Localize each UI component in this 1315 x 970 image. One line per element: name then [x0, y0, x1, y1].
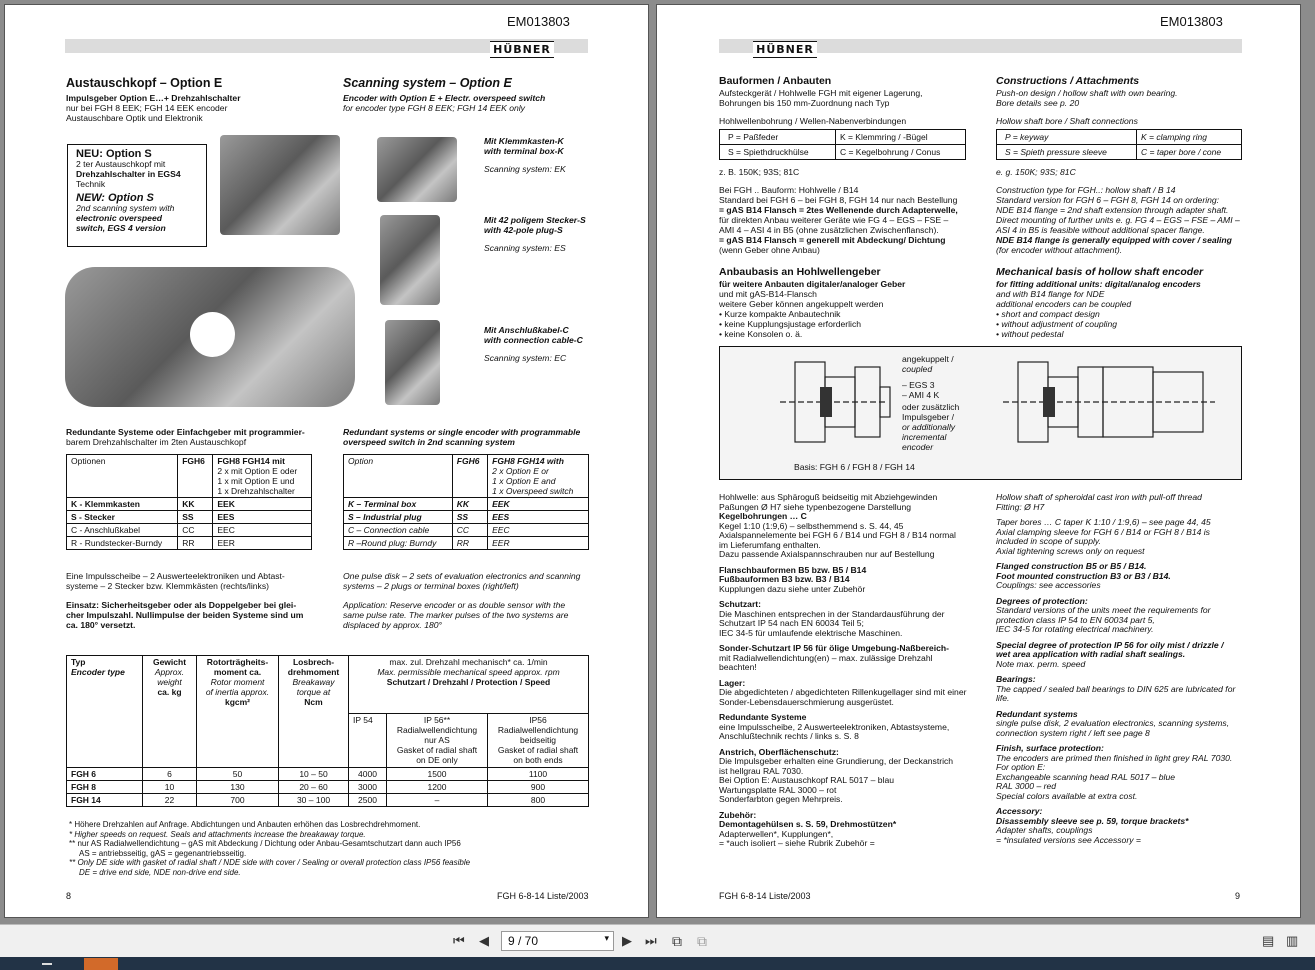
text-line: Fitting: Ø H7 — [996, 501, 1045, 512]
variant-s-photo — [380, 215, 440, 305]
mechanical-title: Mechanical basis of hollow shaft encoder — [996, 266, 1204, 278]
drawing-basis: Basis: FGH 6 / FGH 8 / FGH 14 — [794, 462, 915, 472]
bauformen-text: Aufsteckgerät / Hohlwelle FGH mit eigener Lagerung, Bohrungen bis 150 mm-Zuordnung nach Typ — [719, 88, 923, 108]
text-line: Lager: — [719, 677, 746, 688]
variant-k-photo — [377, 137, 457, 202]
text-line: Sonder-Schutzart IP 56 für ölige Umgebung-Naßbereich- — [719, 643, 949, 653]
bore-heading-en: Hollow shaft bore / Shaft connections — [996, 116, 1138, 126]
text-line: Flanged construction B5 or B5 / B14. — [996, 561, 1147, 571]
text-line: For option E: — [996, 762, 1046, 772]
variant-k: Mit Klemmkasten-K with terminal box-K Scanning system: EK — [484, 136, 566, 174]
constructions-title: Constructions / Attachments — [996, 75, 1140, 87]
bore-table-de: P = Paßfeder K = Klemmring / -Bügel S = Spiethdruckhülse C = Kegelbohrung / Conus — [719, 129, 966, 160]
anbaubasis-title: Anbaubasis an Hohlwellengeber — [719, 266, 881, 278]
variant-c: Mit Anschlußkabel-C with connection cable-C Scanning system: EC — [484, 325, 583, 363]
sub-en: Encoder with Option E + Electr. overspeed switch for encoder type FGH 8 EEK; FGH 14 EEK only — [343, 93, 546, 113]
text-line: Hollow shaft of spheroidal cast iron with pull-off thread — [996, 492, 1202, 502]
page-number-field[interactable]: 9 / 70 ▾ — [501, 931, 614, 951]
previous-page-button[interactable]: ◀ — [479, 933, 489, 948]
variant-s: Mit 42 poligem Stecker-S with 42-pole plug-S Scanning system: ES — [484, 215, 586, 253]
use-en: Application: Reserve encoder or as double sensor with the same pulse rate. The marker pulses of the two systems are displaced by approx. 180° — [343, 600, 569, 630]
example-de: z. B. 150K; 93S; 81C — [719, 167, 800, 177]
text-line: Redundante Systeme — [719, 712, 807, 722]
anbaubasis-text: für weitere Anbauten digitaler/analoger Geber und mit gAS-B14-Flansch weitere Geber können angekuppelt werden • Kurze kompakte Anbautechnik • keine Kupplungsjustage erforderlich • keine Konsolen o. ä. — [719, 279, 906, 339]
pulse-en: One pulse disk – 2 sets of evaluation electronics and scanning systems – 2 plugs or terminal boxes (right/left) — [343, 571, 581, 591]
text-line: Demontagehülsen s. S. 59, Drehmostützen* — [719, 819, 897, 829]
properties-de — [719, 493, 994, 849]
properties-en — [996, 493, 1246, 845]
text-line: Paßungen Ø H7 siehe typenbezogene Darstellung — [719, 501, 912, 512]
text-line: ist hellgrau RAL 7030. — [719, 765, 804, 776]
encoder-photo — [65, 267, 355, 407]
doc-id: EM013803 — [1160, 14, 1223, 29]
text-line: Exchangeable scanning head RAL 5017 – blue — [996, 771, 1176, 782]
text-line: Accessory: — [996, 806, 1043, 816]
redundant-en: Redundant systems or single encoder with programmable overspeed switch in 2nd scanning system — [343, 427, 581, 447]
text-line: Axial clamping sleeve for FGH 6 / B14 or FGH 8 / B14 is — [996, 526, 1210, 537]
text-line: Flanschbauformen B5 bzw. B5 / B14 — [719, 564, 867, 575]
footnotes: * Höhere Drehzahlen auf Anfrage. Abdichtungen und Anbauten erhöhen das Losbrechdrehmoment. * Higher speeds on request. Seals and attachments increase the breakaway torque. ** nur AS Radialwellendichtung – gAS mit Abdeckung / Dichtung oder Anbau-Gesamtschutzart dann auch IP56 AS = antriebsseitig, gAS = gegenantriebsseitig. ** Only DE side with gasket of radial shaft / NDE side with cover / Sealing or overall protection class IP56 feasible DE = drive end side, NDE non-drive end side. — [69, 820, 471, 877]
text-line: Special degree of protection IP 56 for oily mist / drizzle / — [996, 639, 1224, 650]
viewer-toolbar — [0, 924, 1315, 957]
text-line: Anstrich, Oberflächenschutz: — [719, 746, 839, 757]
text-line: Hohlwelle: aus Sphäroguß beidseitig mit Abziehgewinden — [719, 492, 938, 502]
text-line: The capped / sealed ball bearings to DIN 625 are lubricated for — [996, 683, 1236, 694]
text-line: Special colors available at extra cost. — [996, 790, 1138, 801]
title-en: Scanning system – Option E — [343, 76, 512, 90]
text-line: Wartungsplatte RAL 3000 – rot — [719, 784, 837, 795]
single-page-view-icon[interactable]: ▤ — [1262, 933, 1275, 948]
text-line: life. — [996, 693, 1010, 703]
next-page-button[interactable]: ▶ — [622, 933, 632, 948]
hubner-logo: HÜBNER — [490, 41, 554, 58]
text-line: Dazu passende Axialspannschrauben nur auf Bestellung — [719, 549, 935, 559]
doc-id: EM013803 — [507, 14, 570, 29]
new-option-box: NEU: Option S 2 ter Austauschkopf mit Drehzahlschalter in EGS4 Technik NEW: Option S 2nd scanning system with electronic overspeed switch, EGS 4 version — [67, 144, 207, 247]
text-line: Schutzart: — [719, 599, 762, 609]
text-line: Kegelbohrungen … C — [719, 511, 807, 521]
bore-table-en: P = keyway K = clamping ring S = Spieth pressure sleeve C = taper bore / cone — [996, 129, 1242, 160]
spec-table: Typ Encoder type Gewicht Approx. weight ca. kg Rotorträgheits- moment ca. Rotor moment of inertia approx. kgcm² Losbrech- drehmoment Breakaway torque at Ncm max. zul. Drehzahl mechanisch* ca. 1/min Max. permissible mechanical speed approx. rpm Schutzart / Drehzahl / Protection / Speed IP 54 IP 56** Radialwellendichtung nur AS Gasket of radial shaft on DE only IP56 Radialwellendichtung beidseitig Gasket of radial shaft on both ends FGH 6 6 50 10 – 50 4000 1500 1100 FGH 8 10 130 20 – 60 3000 1200 900 FGH 14 22 700 30 – 100 2500 – 800 — [66, 655, 589, 807]
text-line: beachten! — [719, 662, 757, 672]
first-page-button[interactable]: ⏮ — [453, 933, 465, 948]
redundant-de: Redundante Systeme oder Einfachgeber mit programmier- barem Drehzahlschalter im 2ten Austauschkopf — [66, 427, 305, 447]
text-line: Finish, surface protection: — [996, 743, 1104, 753]
bore-heading-de: Hohlwellenbohrung / Wellen-Nabenverbindungen — [719, 116, 907, 126]
text-line: = *insulated versions see Accessory = — [996, 834, 1141, 845]
text-line: included in scope of supply. — [996, 536, 1101, 546]
text-line: Schutzart IP 54 nach EN 60034 Teil 5; — [719, 618, 864, 628]
scanning-head-photo — [220, 135, 340, 235]
text-line: mit Radialwellendichtung(en) – max. zulässige Drehzahl — [719, 652, 933, 663]
text-line: Redundant systems — [996, 708, 1078, 719]
right-page — [656, 4, 1301, 918]
text-line: Kupplungen dazu siehe unter Zubehör — [719, 583, 866, 594]
text-line: Die Maschinen entsprechen in der Standardausführung der — [719, 608, 945, 619]
last-page-button[interactable]: ⏭ — [645, 933, 657, 948]
options-table-de: Optionen FGH6 FGH8 FGH14 mit 2 x mit Option E oder 1 x mit Option E und 1 x Drehzahlschalter K - Klemmkasten KK EEK S - Stecker SS EES C - Anschlußkabel CC EEC R - Rundstecker-Burndy RR EER — [66, 454, 312, 550]
variant-c-photo — [385, 320, 440, 405]
footer: FGH 6-8-14 Liste/2003 — [497, 891, 589, 901]
text-line: Axial tightening screws only on request — [996, 545, 1145, 556]
text-line: The encoders are primed then finished in light grey RAL 7030. — [996, 752, 1233, 763]
text-line: eine Impulsscheibe, 2 Auswerteelektroniken, Abtastsysteme, — [719, 721, 950, 732]
text-line: Axialspannelemente bei FGH 6 / B14 und FGH 8 / B14 normal — [719, 530, 956, 540]
text-line: connection system right / left see page 8 — [996, 727, 1150, 738]
text-line: Taper bores … C taper K 1:10 / 1:9,6) – see page 44, 45 — [996, 517, 1211, 527]
text-line: RAL 3000 – red — [996, 781, 1057, 791]
text-line: IEC 34-5 for rotating electrical machinery. — [996, 624, 1154, 634]
text-line: Note max. perm. speed — [996, 658, 1086, 669]
constructions-text: Push-on design / hollow shaft with own bearing. Bore details see p. 20 — [996, 88, 1178, 108]
sub-de: Impulsgeber Option E…+ Drehzahlschalter nur bei FGH 8 EEK; FGH 14 EEK encoder Austauschbare Optik und Elektronik — [66, 93, 241, 123]
two-page-view-icon[interactable]: ▥ — [1286, 933, 1299, 948]
text-line: IEC 34-5 für umlaufende elektrische Maschinen. — [719, 627, 903, 638]
text-line: Die abgedichteten / abgedichteten Rillenkugellager sind mit einer — [719, 687, 967, 697]
app-icon[interactable] — [84, 958, 118, 970]
text-line: Kegel 1:10 (1:9,6) – selbsthemmend s. S. 44, 45 — [719, 520, 904, 531]
text-line: Fußbauformen B3 bzw. B3 / B14 — [719, 574, 850, 584]
text-line: Anschlußtechnik rechts / links s. S. 8 — [719, 731, 859, 741]
text-line: protection class IP 54 to EN 60034 part 5, — [996, 614, 1155, 625]
text-line: Foot mounted construction B3 or B3 / B14. — [996, 570, 1171, 581]
text-line: = *auch isoliert – siehe Rubrik Zubehör = — [719, 838, 875, 848]
start-icon[interactable] — [42, 963, 52, 965]
fit-page-icon[interactable]: ⧉ — [672, 933, 682, 949]
text-line: Couplings: see accessories — [996, 580, 1101, 590]
fit-width-icon[interactable]: ⧉ — [697, 933, 707, 949]
chevron-down-icon[interactable]: ▾ — [604, 933, 609, 943]
b14-en: Construction type for FGH..: hollow shaft / B 14 Standard version for FGH 6 – FGH 8, FGH 14 on ordering: NDE B14 flange = 2nd shaft extension through adapter shaft. Direct mounting of further units e. g. FG 4 – EGS – FSE – AMI – ASI 4 in B5 is feasible without additional spacer flange. NDE B14 flange is generally equipped with cover / sealing (for encoder without attachment). — [996, 185, 1240, 255]
page-number: 8 — [66, 891, 72, 901]
text-line: Sonder-Lebensdauerschmierung ausgerüstet. — [719, 696, 894, 707]
text-line: Zubehör: — [719, 809, 757, 820]
footer: FGH 6-8-14 Liste/2003 — [719, 891, 811, 901]
bauformen-title: Bauformen / Anbauten — [719, 75, 832, 87]
text-line: Adapterwellen*, Kupplungen*, — [719, 828, 834, 839]
use-de: Einsatz: Sicherheitsgeber oder als Doppelgeber bei glei- cher Impulszahl. Nullimpulse der beiden Systeme sind um ca. 180° versetzt. — [66, 600, 304, 630]
pulse-de: Eine Impulsscheibe – 2 Auswerteelektroniken und Abtast- systeme – 2 Stecker bzw. Klemmkästen (rechts/links) — [66, 571, 285, 591]
cross-section-drawing — [720, 347, 1241, 479]
text-line: wet area application with radial shaft sealings. — [996, 649, 1186, 659]
page-number: 9 — [1235, 891, 1241, 901]
left-page — [4, 4, 649, 918]
mechanical-text: for fitting additional units: digital/analog encoders and with B14 flange for NDE additional encoders can be coupled • short and compact design • without adjustment of coupling • without pedestal — [996, 279, 1201, 339]
title-de: Austauschkopf – Option E — [66, 76, 223, 90]
text-line: Disassembly sleeve see p. 59, torque brackets* — [996, 815, 1189, 826]
b14-de: Bei FGH .. Bauform: Hohlwelle / B14 Standard bei FGH 6 – bei FGH 8, FGH 14 nur nach Bestellung = gAS B14 Flansch = 2tes Wellenende durch Adapterwelle, für direkten Anbau weiterer Geräte wie FG 4 – EGS – FSE – AMI 4 – ASI 4 in B5 (ohne zusätzlichen Zwischenflansch). = gAS B14 Flansch = generell mit Abdeckung/ Dichtung (wenn Geber ohne Anbau) — [719, 185, 958, 255]
text-line: Bearings: — [996, 674, 1036, 684]
text-line: Adapter shafts, couplings — [996, 825, 1093, 835]
text-line: Die Impulsgeber erhalten eine Grundierung, der Deckanstrich — [719, 756, 954, 766]
text-line: single pulse disk, 2 evaluation electronics, scanning systems, — [996, 718, 1230, 728]
mounting-drawing — [719, 346, 1242, 480]
text-line: Standard versions of the units meet the requirements for — [996, 605, 1211, 615]
text-line: im Lieferumfang enthalten. — [719, 539, 821, 550]
options-table-en: Option FGH6 FGH8 FGH14 with 2 x Option E or 1 x Option E and 1 x Overspeed switch K – Terminal box KK EEK S – Industrial plug SS EES C – Connection cable CC EEC R –Round plug: Burndy RR EER — [343, 454, 589, 550]
text-line: Bei Option E: Austauschkopf RAL 5017 – blau — [719, 775, 895, 785]
taskbar — [0, 957, 1315, 970]
hubner-logo: HÜBNER — [753, 41, 817, 58]
text-line: Sonderfarbton gegen Mehrpreis. — [719, 794, 843, 804]
drawing-notes: angekuppelt / coupled – EGS 3 – AMI 4 K oder zusätzlich Impulsgeber / or additionally incremental encoder — [902, 354, 960, 452]
example-en: e. g. 150K; 93S; 81C — [996, 167, 1076, 177]
text-line: Degrees of protection: — [996, 595, 1088, 606]
